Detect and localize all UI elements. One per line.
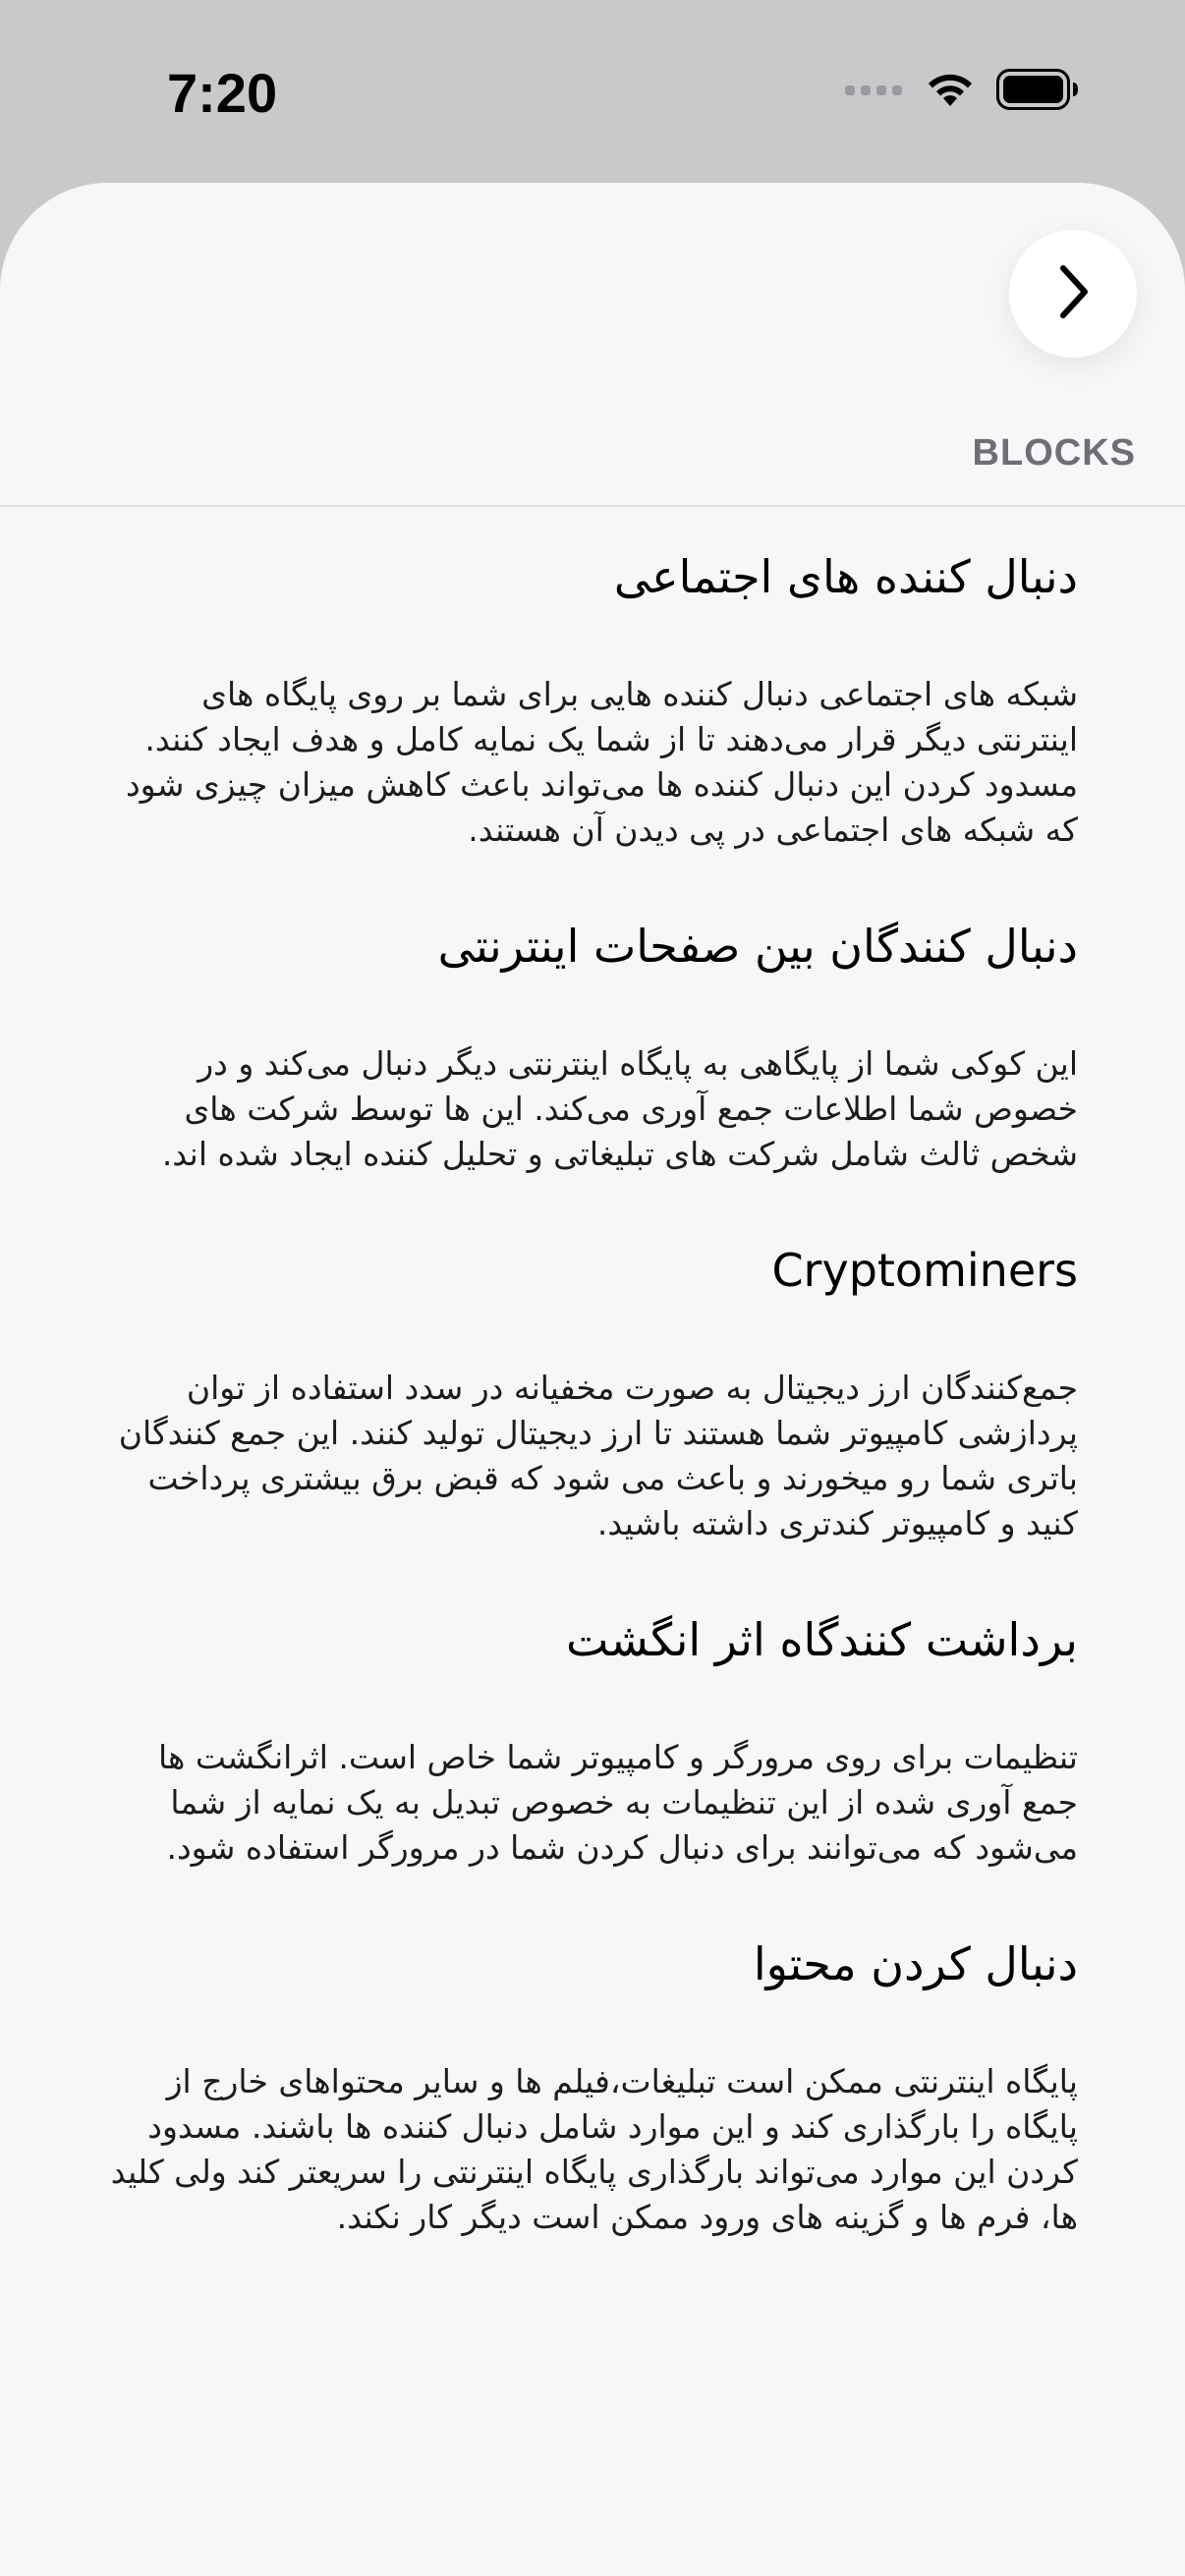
block-description: پایگاه اینترنتی ممکن است تبلیغات،فیلم ها و سایر محتواهای خارج از پایگاه را بارگذاری کند و این موارد شامل دنبال کننده ها باشند. مسدود کردن این موارد می‌تواند بارگذاری پایگاه اینترنتی را سریعتر کند ولی کلید ها، فرم ها و گزینه های ورود ممکن است دیگر کار نکند. [110, 2062, 1078, 2236]
status-icons [845, 69, 1079, 114]
block-title: Cryptominers [771, 1244, 1078, 1297]
block-description: تنظیمات برای روی مرورگر و کامپیوتر شما خاص است. اثرانگشت ها جمع آوری شده از این تنظیمات به خصوص تبدیل به یک نمایه از شما می‌شود که می‌توانند برای دنبال کردن شما در مرورگر استفاده شود. [157, 1738, 1078, 1867]
block-tracking-content [98, 1924, 1078, 2240]
block-cryptominers [98, 1230, 1078, 1546]
block-title: برداشت کنندگاه اثر انگشت [565, 1613, 1078, 1666]
divider [0, 505, 1185, 507]
forward-button[interactable] [1009, 230, 1137, 358]
block-cross-site-trackers [98, 906, 1078, 1177]
status-bar [0, 0, 1185, 183]
blocks-list [98, 536, 1078, 2293]
block-title: دنبال کردن محتوا [753, 1937, 1078, 1990]
block-social-trackers [98, 536, 1078, 853]
block-title: دنبال کننده های اجتماعی [613, 550, 1078, 603]
block-description: این کوکی شما از پایگاهی به پایگاه اینترنتی دیگر دنبال می‌کند و در خصوص شما اطلاعات جمع آوری می‌کند. این ها توسط شرکت های شخص ثالث شامل شرکت های تبلیغاتی و تحلیل کننده ایجاد شده اند. [161, 1044, 1078, 1173]
block-description: جمع‌کنندگان ارز دیجیتال به صورت مخفیانه در سدد استفاده از توان پردازشی کامپیوتر شما هستند تا ارز دیجیتال تولید کنند. این جمع کنندگان باتری شما رو میخورند و باعث می شود که قبض برق بیشتری پرداخت کنید و کامپیوتر کندتری داشته باشید. [118, 1369, 1078, 1542]
block-fingerprinters [98, 1599, 1078, 1871]
section-label: BLOCKS [972, 432, 1136, 474]
battery-icon [996, 69, 1079, 114]
tracker-info-sheet [0, 183, 1185, 2576]
wifi-icon [926, 71, 975, 112]
chevron-right-icon [1053, 262, 1093, 325]
block-description: شبکه های اجتماعی دنبال کننده هایی برای شما بر روی پایگاه های اینترنتی دیگر قرار می‌دهند تا از شما یک نمایه کامل و هدف ایجاد کنند. مسدود کردن این دنبال کننده ها می‌تواند باعث کاهش میزان چیزی شود که شبکه های اجتماعی در پی دیدن آن هستند. [125, 675, 1078, 849]
block-title: دنبال کنندگان بین صفحات اینترنتی [437, 920, 1078, 973]
status-time: 7:20 [167, 62, 278, 124]
cellular-signal-icon [845, 82, 904, 101]
